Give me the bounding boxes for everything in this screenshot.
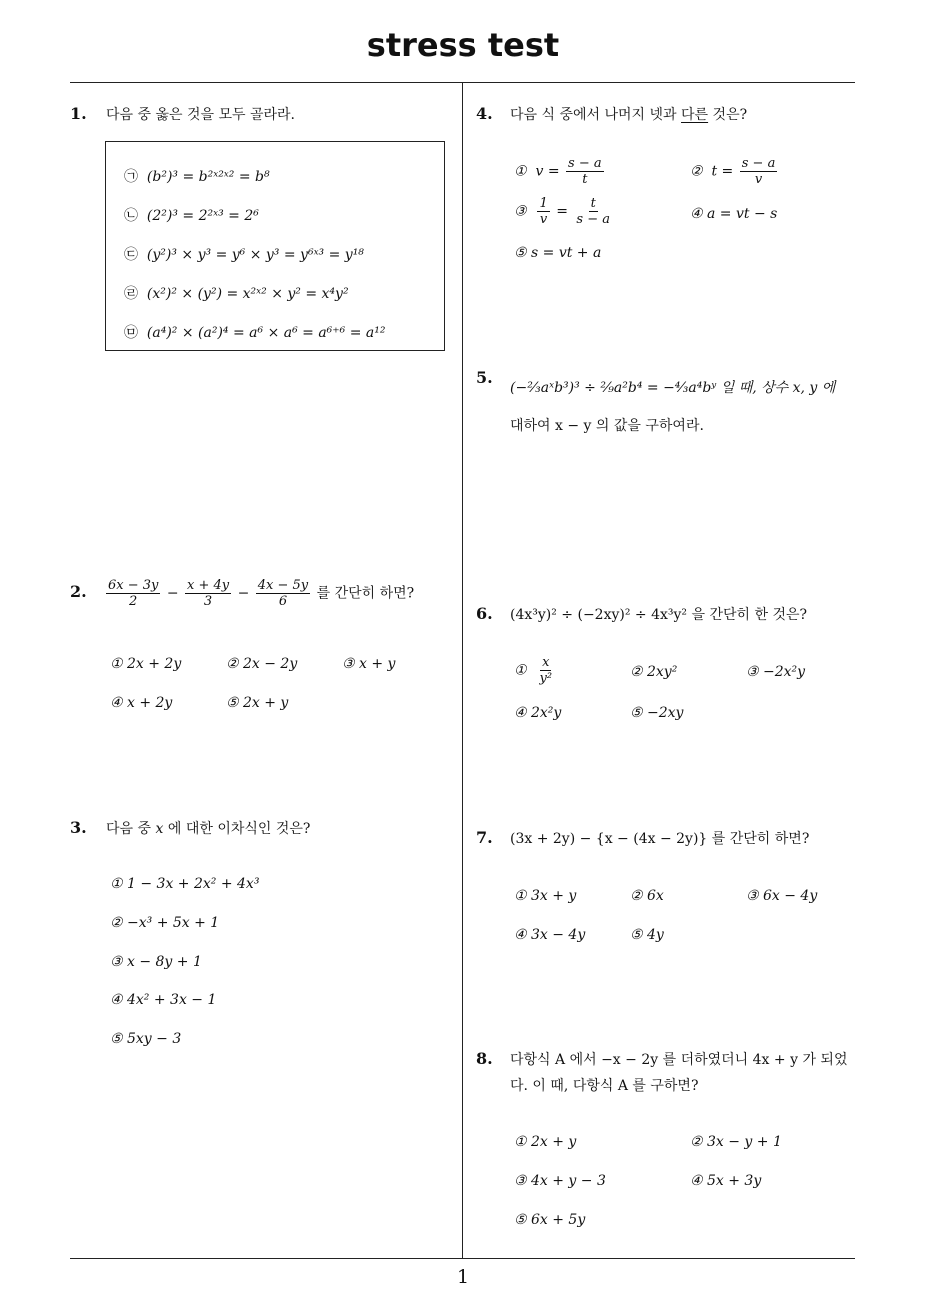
question-number: 6. xyxy=(476,604,493,623)
answer-option[interactable]: ③ 6x − 4y xyxy=(746,888,818,904)
answer-option[interactable]: ② 3x − y + 1 xyxy=(690,1134,782,1150)
statement-item: ㉠ (b²)³ = b²ˣ²ˣ² = b⁸ xyxy=(124,169,270,185)
question-number: 3. xyxy=(70,818,87,837)
answer-option[interactable]: ① 2x + 2y xyxy=(110,656,182,672)
question-text: 다음 중 x 에 대한 이차식인 것은? xyxy=(106,821,311,837)
answer-option[interactable]: ⑤ 2x + y xyxy=(226,695,289,711)
question-text: $\frac{6x - 3y}{2}$ − $\frac{x + 4y}{3}$ − $\frac{4x - 5y}{6}$ 를 간단히 하면? xyxy=(108,578,415,609)
answer-option[interactable]: ⑤ 6x + 5y xyxy=(514,1212,586,1228)
answer-option[interactable]: ④ 5x + 3y xyxy=(690,1173,762,1189)
question-number: 8. xyxy=(476,1049,493,1068)
answer-option[interactable]: ③ −2x²y xyxy=(746,664,806,680)
statement-item: ㉡ (2²)³ = 2²ˣ³ = 2⁶ xyxy=(124,208,259,224)
underlined-word: 다른 xyxy=(681,107,709,123)
question-number: 5. xyxy=(476,368,493,387)
answer-option[interactable]: ③ $\frac{1}{v}$ = $\frac{t}{s - a}$ xyxy=(514,196,610,227)
answer-option[interactable]: ② 6x xyxy=(630,888,664,904)
page-title: stress test xyxy=(366,26,560,64)
answer-option[interactable]: ④ x + 2y xyxy=(110,695,173,711)
bottom-rule xyxy=(70,1258,855,1259)
statement-item: ㉣ (x²)² × (y²) = x²ˣ² × y² = x⁴y² xyxy=(124,286,349,302)
answer-option[interactable]: ④ a = vt − s xyxy=(690,206,778,222)
answer-option[interactable]: ④ 2x²y xyxy=(514,705,562,721)
answer-option[interactable]: ① v = $\frac{s - a}{t}$ xyxy=(514,156,602,187)
answer-option[interactable]: ② 2x − 2y xyxy=(226,656,298,672)
answer-option[interactable]: ① 1 − 3x + 2x² + 4x³ xyxy=(110,876,260,892)
answer-option[interactable]: ⑤ s = vt + a xyxy=(514,245,602,261)
statement-item: ㉢ (y²)³ × y³ = y⁶ × y³ = y⁶ˣ³ = y¹⁸ xyxy=(124,247,364,263)
answer-option[interactable]: ④ 3x − 4y xyxy=(514,927,586,943)
column-divider xyxy=(462,82,463,1258)
question-text: 다음 식 중에서 나머지 넷과 다른 것은? xyxy=(510,107,748,123)
question-number: 1. xyxy=(70,104,87,123)
statement-box xyxy=(105,141,445,351)
answer-option[interactable]: ⑤ −2xy xyxy=(630,705,684,721)
question-text: 다음 중 옳은 것을 모두 골라라. xyxy=(106,107,295,123)
answer-option[interactable]: ① $\frac{x}{\text{y²}}$ xyxy=(514,655,553,686)
question-text: 다항식 A 에서 −x − 2y 를 더하였더니 4x + y 가 되었 xyxy=(510,1052,848,1068)
answer-option[interactable]: ③ x + y xyxy=(342,656,396,672)
answer-option[interactable]: ⑤ 4y xyxy=(630,927,664,943)
answer-option[interactable]: ⑤ 5xy − 3 xyxy=(110,1031,182,1047)
question-text: 다. 이 때, 다항식 A 를 구하면? xyxy=(510,1078,699,1094)
answer-option[interactable]: ③ x − 8y + 1 xyxy=(110,954,202,970)
answer-option[interactable]: ① 2x + y xyxy=(514,1134,577,1150)
question-text: (4x³y)² ÷ (−2xy)² ÷ 4x³y² 을 간단히 한 것은? xyxy=(510,607,808,623)
question-number: 7. xyxy=(476,828,493,847)
answer-option[interactable]: ④ 4x² + 3x − 1 xyxy=(110,992,217,1008)
answer-option[interactable]: ① 3x + y xyxy=(514,888,577,904)
question-text: (3x + 2y) − {x − (4x − 2y)} 를 간단히 하면? xyxy=(510,831,810,847)
question-number: 2. xyxy=(70,582,87,601)
answer-option[interactable]: ② 2xy² xyxy=(630,664,678,680)
question-text: (−²⁄₃aˣb³)³ ÷ ²⁄₉a²b⁴ = −⁴⁄₃a⁴bʸ 일 때, 상수 x, y 에 xyxy=(510,380,836,396)
answer-option[interactable]: ③ 4x + y − 3 xyxy=(514,1173,606,1189)
question-number: 4. xyxy=(476,104,493,123)
answer-option[interactable]: ② −x³ + 5x + 1 xyxy=(110,915,220,931)
statement-item: ㉤ (a⁴)² × (a²)⁴ = a⁶ × a⁶ = a⁶⁺⁶ = a¹² xyxy=(124,325,386,341)
answer-option[interactable]: ② t = $\frac{s - a}{v}$ xyxy=(690,156,776,187)
question-text: 대하여 x − y 의 값을 구하여라. xyxy=(510,418,704,434)
page-number: 1 xyxy=(456,1266,470,1288)
